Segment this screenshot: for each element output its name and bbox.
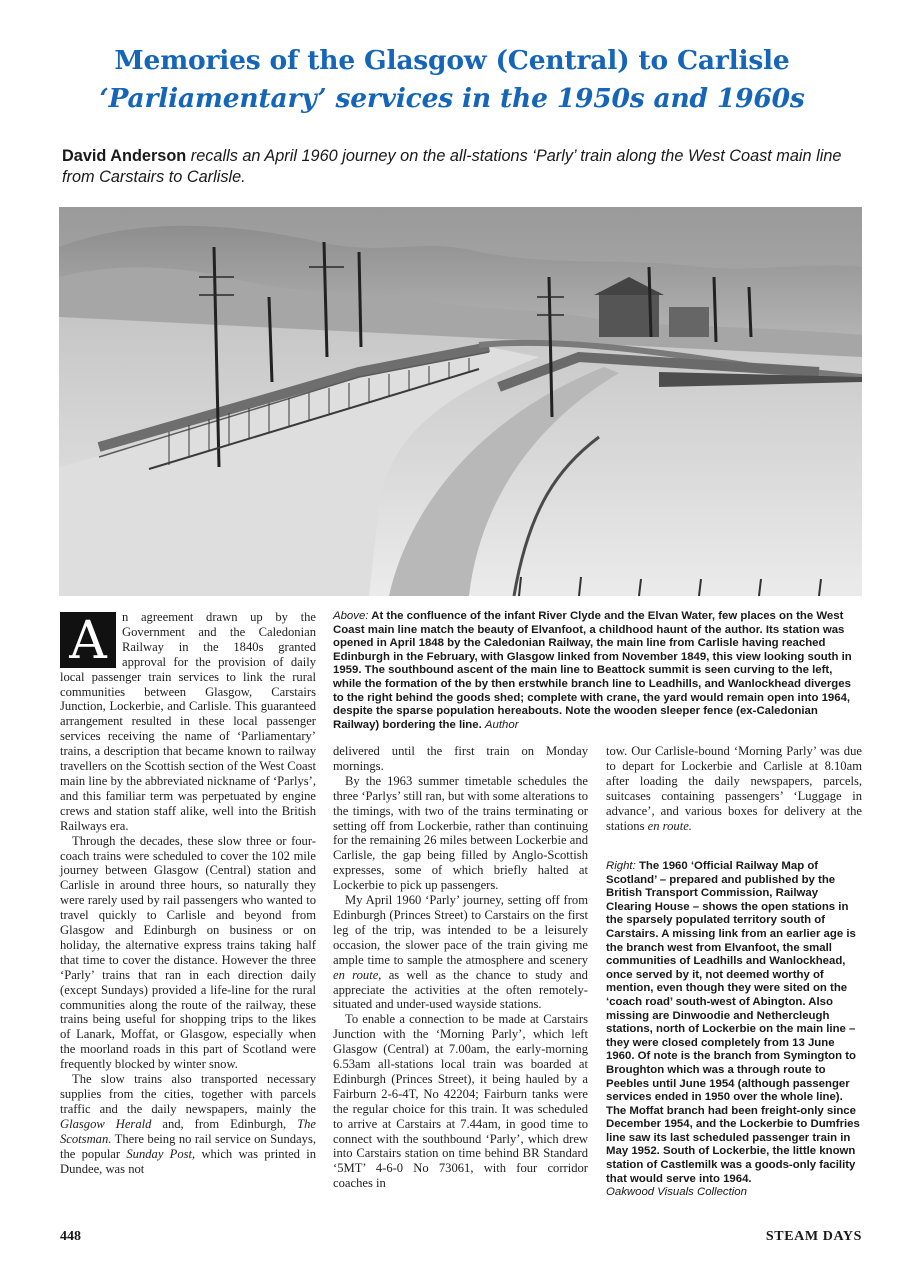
newspaper-title: The Scotsman. <box>60 1116 316 1146</box>
body-paragraph: delivered until the first train on Monday mornings. <box>333 744 588 773</box>
article-title <box>40 42 864 118</box>
page-number: 448 <box>60 1229 81 1244</box>
body-paragraph: Through the decades, these slow three or four-coach trains were scheduled to cover the 102 mile journey between Glasgow (Central) station and Carlisle in around three hours, so naturally they were rarely used by rail passengers who wanted to travel quickly to Carlisle and beyond from Glasgow and Edinburgh on business or on holiday, the alternative express trains taking half that time to cover the distance. However the three ‘Parly’ trains that ran in each direction daily (except Sundays) provided a life-line for the rural communities along the route of the railway, these trains being useful for shopping trips to the likes of Lanark, Moffat, or Glasgow, especially when the moorland roads in this part of Scotland were frequently blocked by winter snow. <box>60 833 316 1072</box>
caption-label: Above: <box>333 610 369 622</box>
paragraph-text: tow. Our Carlisle-bound ‘Morning Parly’ was due to depart for Lockerbie and Carlisle at 8.10am after loading the daily newspapers, parcels, suitcases containing passengers’ ‘Luggage in advance’, and various boxes for delivery at the stations <box>606 744 862 833</box>
caption-credit: Author <box>484 718 519 731</box>
body-paragraph: n agreement drawn up by the Government and the Caledonian Railway in the 1840s granted approval for the provision of daily local passenger train services to link the rural communities between Glasgow, Carstairs Junction, Lockerbie, and Carlisle. This guaranteed arrangement resulted in these local passenger services receiving the name of ‘Parliamentary’ trains, a description that became known to railway travellers on the Scottish section of the West Coast main line by the abbreviated nickname of ‘Parlys’, and this familiar term was perpetuated by engine crews and station staff alike, well into the British Railways era. <box>60 610 316 833</box>
body-paragraph: By the 1963 summer timetable schedules the three ‘Parlys’ still ran, but with some alterations to the timings, with two of the trains terminating or setting off from Lockerbie, rather than continuing for the remaining 26 miles between Lockerbie and Carlisle, the gap being filled by Anglo-Scottish expresses, some of which briefly halted at Lockerbie to pick up passengers. <box>333 773 588 893</box>
elvanfoot-photo <box>59 207 862 596</box>
body-paragraph: To enable a connection to be made at Carstairs Junction with the ‘Morning Parly’, which left Glasgow (Central) at 7.00am, the early-morning 6.53am all-stations local train was boarded at Edinburgh (Princes Street), it being hauled by a Fairburn 2-6-4T, No 42204; Fairburn tanks were the regular choice for this train. It was scheduled to arrive at Carstairs at 7.44am, in good time to connect with the southbound ‘Parly’, which drew into Carstairs station on time behind BR Standard ‘5MT’ 4-6-0 No 73061, with four corridor coaches in <box>333 1012 588 1191</box>
body-column-2 <box>333 744 588 1191</box>
standfirst-text: recalls an April 1960 journey on the all-stations ‘Parly’ train along the West Coast main line from Carstairs to Carlisle. <box>62 147 842 186</box>
title-line-2: ‘Parliamentary’ services in the 1950s and 1960s <box>99 83 805 114</box>
paragraph-text: which was printed in Dundee, was not <box>60 1146 316 1176</box>
paragraph-text: My April 1960 ‘Parly’ journey, setting off from Edinburgh (Princes Street) to Carstairs on the first leg of the trip, was intended to be a leisurely occasion, the slower pace of the train giving me ample time to sample the atmosphere and scenery <box>333 893 588 967</box>
body-paragraph <box>606 744 862 833</box>
drop-cap: A <box>60 612 116 668</box>
body-paragraph <box>333 893 588 1012</box>
body-column-1 <box>60 610 316 1176</box>
photo-caption <box>333 610 863 732</box>
magazine-name: STEAM DAYS <box>765 1229 862 1244</box>
paragraph-text: as well as the chance to study and appreciate the activities at the often remotely-situated and under-used wayside stations. <box>333 967 588 1012</box>
paragraph-text: and, from Edinburgh, <box>151 1116 298 1131</box>
caption-credit: Oakwood Visuals Collection <box>606 1186 747 1199</box>
paragraph-text: The slow trains also transported necessary supplies from the cities, together with parcels traffic and the daily newspapers, mainly the <box>60 1072 316 1116</box>
body-paragraph <box>60 1072 316 1176</box>
title-line-1: Memories of the Glasgow (Central) to Carlisle <box>114 45 790 76</box>
newspaper-title: Sunday Post, <box>126 1146 196 1161</box>
newspaper-title: Glasgow Herald <box>60 1116 152 1131</box>
paragraph-text: There being no rail service on Sundays, the popular <box>60 1131 316 1161</box>
standfirst <box>62 146 862 188</box>
map-caption <box>606 860 862 1200</box>
italic-phrase: en route, <box>333 967 382 982</box>
caption-text: At the confluence of the infant River Clyde and the Elvan Water, few places on the West Coast main line match the beauty of Elvanfoot, a childhood haunt of the author. Its station was opened in April 1848 by the Caledonian Railway, the main line from Carlisle having reached Edinburgh in the February, with Glasgow linked from November 1849, this view looking south in 1959. The southbound ascent of the main line to Beattock summit is seen curving to the left, while the formation of the by then erstwhile branch line to Leadhills, and Wanlockhead diverges to the right behind the goods shed; complete with crane, the yard would remain open into 1964, despite the sparse population hereabouts. Note the wooden sleeper fence (ex-Caledonian Railway) bordering the line. <box>333 610 852 731</box>
italic-phrase: en route. <box>647 818 692 833</box>
railway-landscape-image <box>59 207 862 596</box>
caption-label: Right: <box>606 860 636 872</box>
caption-text: The 1960 ‘Official Railway Map of Scotland’ – prepared and published by the British Transport Commission, Railway Clearing House – shows the open stations in the sparsely populated territory south of Carstairs. A missing link from an earlier age is the branch west from Elvanfoot, the small communities of Leadhills and Wanlockhead, once served by it, not deemed worthy of mention, even though they were sited on the ‘coach road’ south-west of Abington. Also missing are Dinwoodie and Nethercleugh stations, north of Lockerbie on the main line – they were closed completely from 13 June 1960. Of note is the branch from Symington to Broughton which was a through route to Peebles until June 1954 (although passenger services ended in 1950 over the whole line). The Moffat branch had been freight-only since December 1954, and the Lockerbie to Dumfries line saw its last scheduled passenger train in May 1952. South of Lockerbie, the little known station of Castlemilk was a goods-only facility that would serve into 1964. <box>606 860 860 1185</box>
body-column-3 <box>606 744 862 833</box>
author-name: David Anderson <box>62 147 187 165</box>
